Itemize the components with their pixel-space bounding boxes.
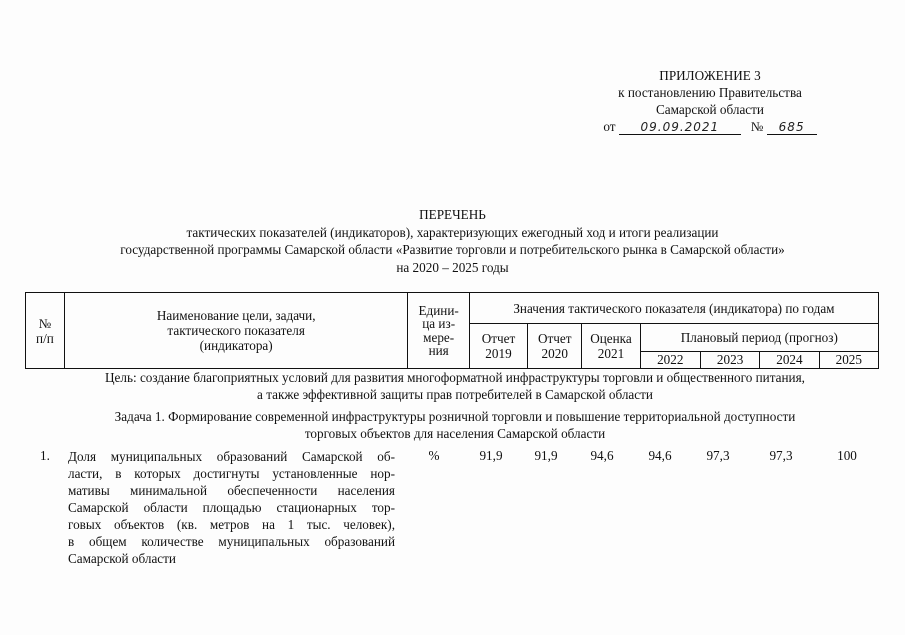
indicator-name-line: говых объектов (кв. метров на 1 тыс. человек), xyxy=(68,517,395,532)
col-header-name: Наименование цели, задачи, тактического показателя (индикатора) xyxy=(64,293,408,369)
handwritten-number: 685 xyxy=(767,120,817,135)
col-header-no: № п/п xyxy=(26,293,65,369)
col-header-2025: 2025 xyxy=(819,352,878,369)
value-2024: 97,3 xyxy=(769,448,793,463)
indicator-unit: % xyxy=(428,448,440,463)
value-2022: 94,6 xyxy=(648,448,672,463)
value-2025: 100 xyxy=(837,448,857,463)
appendix-block xyxy=(560,67,860,135)
col-header-2019: Отчет 2019 xyxy=(469,324,527,369)
title-heading: ПЕРЕЧЕНЬ xyxy=(419,207,486,222)
value-2023: 97,3 xyxy=(706,448,730,463)
indicator-name-line: Самарской области xyxy=(68,551,176,566)
appendix-title: ПРИЛОЖЕНИЕ 3 xyxy=(659,68,761,83)
col-header-2021: Оценка 2021 xyxy=(582,324,640,369)
col-header-2020: Отчет 2020 xyxy=(528,324,582,369)
title-line-3: на 2020 – 2025 годы xyxy=(396,259,509,275)
goal-line-2: а также эффективной защиты прав потребителей в Самарской области xyxy=(257,386,653,402)
title-line-1: тактических показателей (индикаторов), характеризующих ежегодный ход и итоги реализации xyxy=(186,224,719,240)
col-header-2024: 2024 xyxy=(760,352,819,369)
title-line-2: государственной программы Самарской области «Развитие торговли и потребительского рынка в Самарской области» xyxy=(120,242,785,257)
col-header-values-group: Значения тактического показателя (индикатора) по годам xyxy=(469,293,878,324)
appendix-date-line xyxy=(560,118,860,135)
indicator-name-line: Самарской области площадью стационарных тор- xyxy=(68,500,395,515)
document-title xyxy=(0,206,905,276)
value-2019: 91,9 xyxy=(479,448,503,463)
col-header-2023: 2023 xyxy=(700,352,759,369)
col-header-2022: 2022 xyxy=(640,352,700,369)
indicator-name-line: ласти, в которых достигнуты установленные нор- xyxy=(68,466,395,481)
indicator-name-line: мативы минимальной обеспеченности населения xyxy=(68,483,395,498)
col-header-unit: Едини- ца из- мере- ния xyxy=(408,293,469,369)
indicator-name xyxy=(68,448,395,567)
appendix-line-2: к постановлению Правительства xyxy=(618,85,802,100)
value-2021: 94,6 xyxy=(590,448,614,463)
indicator-name-line: Доля муниципальных образований Самарской об- xyxy=(68,449,395,464)
indicators-table-header xyxy=(25,292,879,369)
row-number: 1. xyxy=(40,448,50,463)
date-prefix: от xyxy=(603,119,616,134)
appendix-line-3: Самарской области xyxy=(656,102,764,117)
task-text xyxy=(30,409,880,442)
indicator-name-line: в общем количестве муниципальных образований xyxy=(68,534,395,549)
goal-text xyxy=(30,370,880,403)
col-header-plan-group: Плановый период (прогноз) xyxy=(640,324,878,352)
value-2020: 91,9 xyxy=(534,448,558,463)
handwritten-date: 09.09.2021 xyxy=(619,120,741,135)
task-line-2: торговых объектов для населения Самарской области xyxy=(304,425,606,441)
goal-line-1: Цель: создание благоприятных условий для развития многоформатной инфраструктуры торговли и общественного питания, xyxy=(105,370,805,385)
task-line-1: Задача 1. Формирование современной инфраструктуры розничной торговли и повышение территориальной доступности xyxy=(114,409,796,424)
number-prefix: № xyxy=(750,119,764,134)
